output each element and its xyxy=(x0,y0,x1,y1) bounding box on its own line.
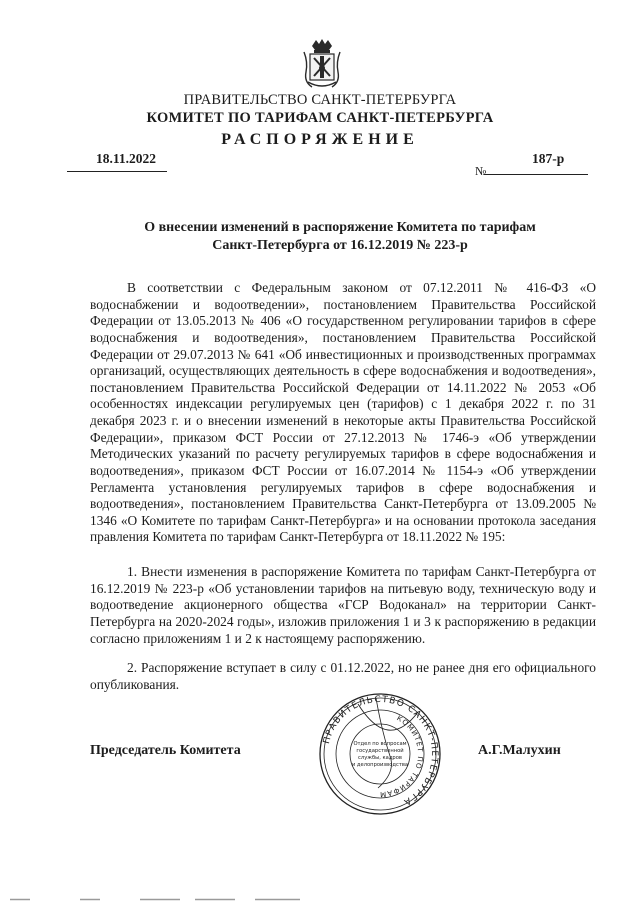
preamble-paragraph xyxy=(90,280,596,546)
svg-text:и делопроизводства: и делопроизводства xyxy=(351,762,409,768)
saint-petersburg-emblem xyxy=(298,38,346,90)
item-2-text: 2. Распоряжение вступает в силу с 01.12.2022, но не ранее дня его официального опубликования. xyxy=(90,660,596,692)
document-title-line-2: Санкт-Петербурга от 16.12.2019 № 223-р xyxy=(212,238,468,253)
document-title-line-1: О внесении изменений в распоряжение Комитета по тарифам xyxy=(144,220,536,235)
document-number: 187-р xyxy=(532,151,565,166)
svg-text:службы, кадров: службы, кадров xyxy=(358,755,402,761)
government-header: ПРАВИТЕЛЬСТВО САНКТ-ПЕТЕРБУРГА xyxy=(183,92,457,108)
preamble-text: В соответствии с Федеральным законом от 07.12.2011 № 416-ФЗ «О водоснабжении и водоотведении», постановлением Правительства Российской Федерации от 13.05.2013 № 406 «О государственном регулировании тарифов в сфере водоснабжения и водоотведения», постановлением Правительства Российской Федерации от 29.07.2013 № 641 «Об инвестиционных и производственных программах организаций, осуществляющих деятельность в сфере водоснабжения и водоотведения», постановлением Правительства Российской Федерации от 14.11.2022 № 2053 «Об особенностях индексации регулируемых цен (тарифов) с 1 декабря 2022 г. по 31 декабря 2023 г. и о внесении изменений в некоторые акты Правительства Российской Федерации», приказом ФСТ России от 27.12.2013 № 1746-э «Об утверждении Методических указаний по расчету регулируемых тарифов в сфере водоснабжения и водоотведения», приказом ФСТ России от 16.07.2014 № 1154-э «Об утверждении Регламента установления регулируемых тарифов в сфере водоснабжения и водоотведения», постановлением Правительства Санкт-Петербурга от 13.09.2005 № 1346 «О Комитете по тарифам Санкт-Петербурга» и на основании протокола заседания правления Комитета по тарифам Санкт-Петербурга от 18.11.2022 № 195: xyxy=(90,280,596,545)
item-1-paragraph xyxy=(90,564,596,647)
svg-text:Отдел по вопросам: Отдел по вопросам xyxy=(353,741,407,747)
date-underline xyxy=(67,171,167,172)
svg-text:КОМИТЕТ ПО ТАРИФАМ: КОМИТЕТ ПО ТАРИФАМ xyxy=(378,714,425,799)
number-label: № xyxy=(475,164,487,178)
svg-text:государственной: государственной xyxy=(356,748,404,754)
scan-artifact xyxy=(10,898,310,901)
document-type: РАСПОРЯЖЕНИЕ xyxy=(221,131,419,148)
item-2-paragraph xyxy=(90,660,596,693)
signatory-position: Председатель Комитета xyxy=(90,743,241,758)
signatory-name: А.Г.Малухин xyxy=(478,743,561,758)
committee-header: КОМИТЕТ ПО ТАРИФАМ САНКТ-ПЕТЕРБУРГА xyxy=(146,110,494,126)
svg-text:ПРАВИТЕЛЬСТВО САНКТ-ПЕТЕРБУРГА: ПРАВИТЕЛЬСТВО САНКТ-ПЕТЕРБУРГА xyxy=(322,694,440,808)
document-date: 18.11.2022 xyxy=(96,151,157,166)
official-seal xyxy=(318,692,442,816)
item-1-text: 1. Внести изменения в распоряжение Комитета по тарифам Санкт-Петербурга от 16.12.2019 № 223-р «Об установлении тарифов на питьевую воду, техническую воду и водоотведение акционерного общества «ГСР Водоканал» на территории Санкт-Петербурга на 2020-2024 годы», изложив приложения 1 и 3 к распоряжению в редакции согласно приложениям 1 и 2 к настоящему распоряжению. xyxy=(90,564,596,646)
number-underline xyxy=(484,174,588,175)
